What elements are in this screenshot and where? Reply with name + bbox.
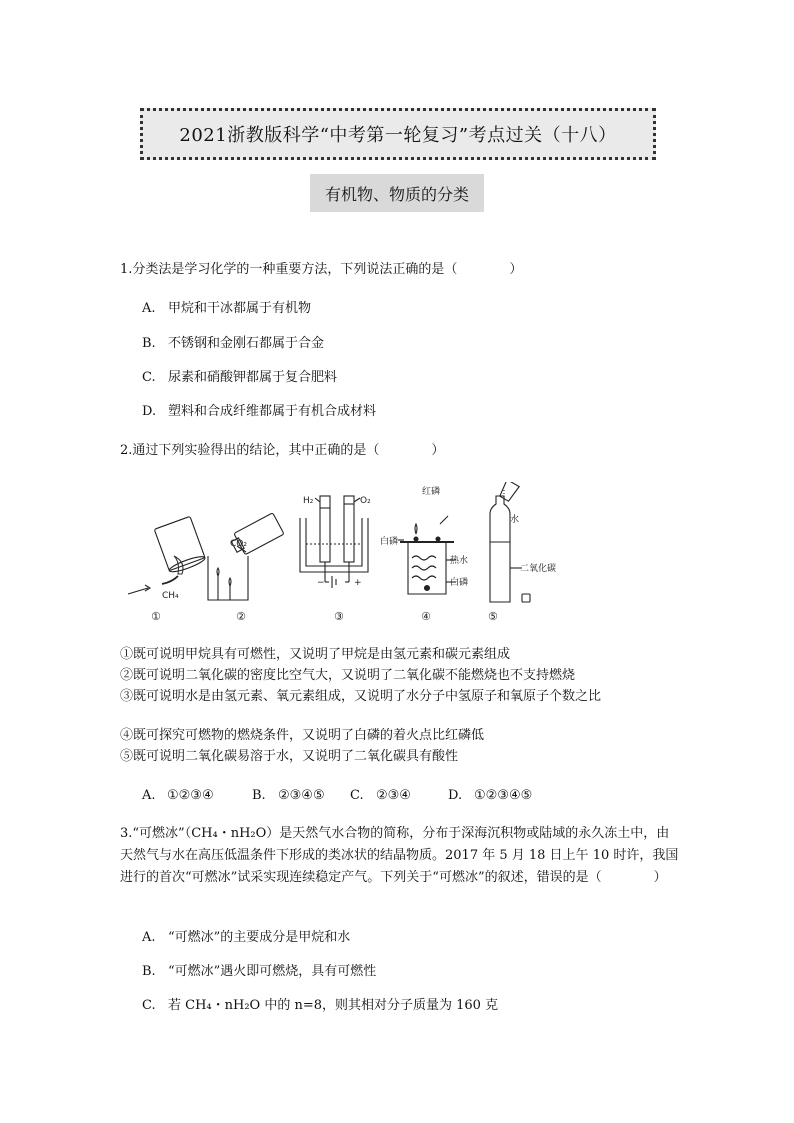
label-minus: − [317,578,325,588]
q2-statement-2: ②既可说明二氧化碳的密度比空气大，又说明了二氧化碳不能燃烧也不支持燃烧 [120,668,576,683]
q2-statement-1: ①既可说明甲烷具有可燃性，又说明了甲烷是由氢元素和碳元素组成 [120,647,511,662]
experiment-4-phosphorus [398,516,456,594]
q3-option-b-text: “可燃冰”遇火即可燃烧，具有可燃性 [168,964,377,979]
page-title-box [140,108,656,160]
q3-option-c-label: C. [142,998,156,1013]
label-h2: H₂ [303,496,314,506]
q1-option-a-label: A. [142,301,156,316]
figure-number-5: ⑤ [488,610,498,623]
question-2-stem: 2.通过下列实验得出的结论，其中正确的是（ ） [120,443,445,458]
question-1-stem: 1.分类法是学习化学的一种重要方法，下列说法正确的是（ ） [120,262,523,277]
q1-option-a-text: 甲烷和干冰都属于有机物 [168,301,312,316]
experiment-2-co2-candles [208,513,284,600]
q1-option-c-text: 尿素和硝酸钾都属于复合肥料 [168,370,338,385]
section-subtitle: 有机物、物质的分类 [324,184,469,204]
q2-statement-5: ⑤既可说明二氧化碳易溶于水，又说明了二氧化碳具有酸性 [120,749,459,764]
q2-option-c-label: C. [350,788,364,803]
label-co2: CO₂ [230,539,247,549]
experiment-3-electrolysis [300,496,368,588]
q2-statement-4: ④既可探究可燃物的燃烧条件，又说明了白磷的着火点比红磷低 [120,728,485,743]
q2-option-c-text: ②③④ [376,788,411,803]
q2-option-a-label: A. [142,788,156,803]
question-3-stem: 3.“可燃冰”（CH₄・nH₂O）是天然气水合物的简称，分布于深海沉积物或陆域的永久冻土中，由天然气与水在高压低温条件下形成的类冰状的结晶物质。2017 年 5 月 18 日上午 10 时许，我国进行的首次“可燃冰”试采实现连续稳定产气。下列关于“可燃冰”的叙述，错误的是（ ） [120,826,679,885]
q2-statement-3: ③既可说明水是由氢元素、氧元素组成，又说明了水分子中氢原子和氧原子个数之比 [120,689,602,704]
q1-option-b-label: B. [142,336,156,351]
q3-option-a-label: A. [142,930,156,945]
q2-option-a-text: ①②③④ [167,788,214,803]
label-ch4: CH₄ [162,591,179,601]
q2-option-b-text: ②③④⑤ [278,788,325,803]
page-title: 2021浙教版科学“中考第一轮复习”考点过关（十八） [179,125,617,146]
q3-option-a-text: “可燃冰”的主要成分是甲烷和水 [168,930,351,945]
label-white-phosphorus-bottom: 白磷 [450,578,469,588]
section-subtitle-box [310,174,484,212]
label-hot-water: 热水 [450,556,469,566]
experiment-diagram [118,482,558,624]
q1-option-b-text: 不锈钢和金刚石都属于合金 [168,336,325,351]
label-red-phosphorus: 红磷 [422,487,441,497]
q2-option-b-label: B. [252,788,266,803]
q2-option-d-label: D. [448,788,463,803]
q3-option-b-label: B. [142,964,156,979]
label-o2: O₂ [360,496,371,506]
q1-option-d-label: D. [142,404,157,419]
figure-number-4: ④ [421,610,431,623]
figure-number-3: ③ [334,610,344,623]
experiment-1-methane-burning [128,516,206,594]
label-carbon-dioxide: 二氧化碳 [520,564,557,574]
figure-number-1: ① [151,610,161,623]
experiment-5-co2-bottle [490,482,530,602]
experiment-figure [118,482,558,624]
q1-option-d-text: 塑料和合成纤维都属于有机合成材料 [168,404,377,419]
q2-option-d-text: ①②③④⑤ [474,788,533,803]
label-water: 水 [510,515,520,525]
q3-option-c-text: 若 CH₄・nH₂O 中的 n=8，则其相对分子质量为 160 克 [168,998,499,1013]
label-plus: + [354,578,362,588]
q1-option-c-label: C. [142,370,156,385]
figure-number-2: ② [236,610,246,623]
label-white-phosphorus-top: 白磷 [380,537,399,547]
